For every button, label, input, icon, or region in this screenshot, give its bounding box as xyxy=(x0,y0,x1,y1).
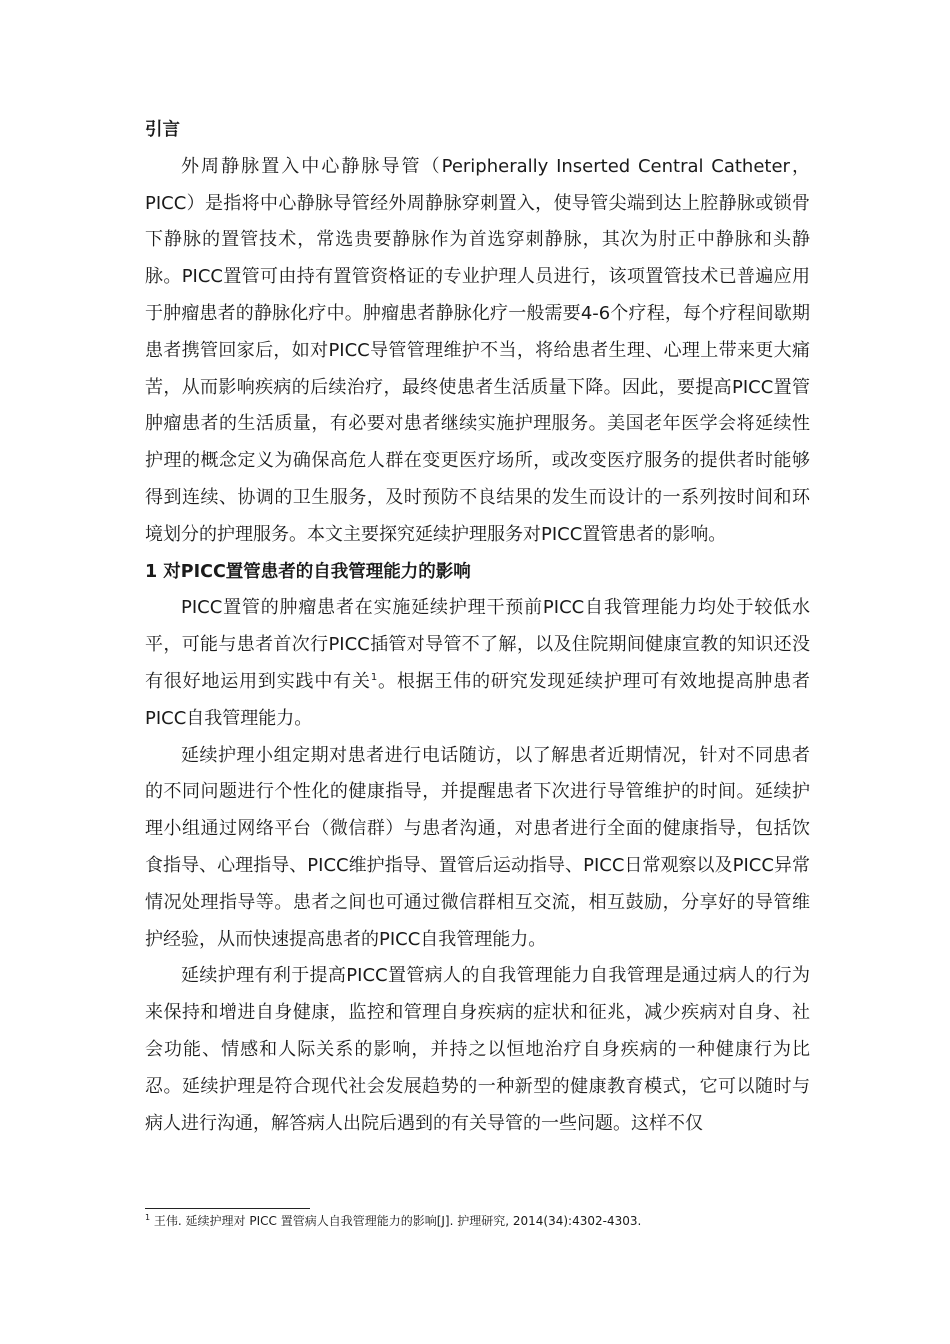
footnote-reference[interactable]: 1 xyxy=(370,671,378,683)
document-body xyxy=(145,112,810,1142)
section1-paragraph-3: 延续护理有利于提高PICC置管病人的自我管理能力自我管理是通过病人的行为来保持和增进自身健康，监控和管理自身疾病的症状和征兆，减少疾病对自身、社会功能、情感和人际关系的影响，并持之以恒地治疗自身疾病的一种健康行为比忍。延续护理是符合现代社会发展趋势的一种新型的健康教育模式，它可以随时与病人进行沟通，解答病人出院后遇到的有关导管的一些问题。这样不仅 xyxy=(145,965,810,1134)
footnote-text: 王伟. 延续护理对 PICC 置管病人自我管理能力的影响[J]. 护理研究, 2014(34):4302-4303. xyxy=(153,1214,642,1228)
section1-paragraph-1-tail: 。根据王伟的研究发现延续护理可有效地提高肿患者PICC自我管理能力。 xyxy=(145,670,811,729)
intro-paragraph: 外周静脉置入中心静脉导管（Peripherally Inserted Central Catheter，PICC）是指将中心静脉导管经外周静脉穿刺置入，使导管尖端到达上腔静脉或锁骨下静脉的置管技术，常选贵要静脉作为首选穿刺静脉，其次为肘正中静脉和头静脉。PICC置管可由持有置管资格证的专业护理人员进行，该项置管技术已普遍应用于肿瘤患者的静脉化疗中。肿瘤患者静脉化疗一般需要4-6个疗程，每个疗程间歇期患者携管回家后，如对PICC导管管理维护不当，将给患者生理、心理上带来更大痛苦，从而影响疾病的后续治疗，最终使患者生活质量下降。因此，要提高PICC置管肿瘤患者的生活质量，有必要对患者继续实施护理服务。美国老年医学会将延续性护理的概念定义为确保高危人群在变更医疗场所，或改变医疗服务的提供者时能够得到连续、协调的卫生服务，及时预防不良结果的发生而设计的一系列按时间和环境划分的护理服务。本文主要探究延续护理服务对PICC置管患者的影响。 xyxy=(145,155,810,545)
section1-paragraph-2: 延续护理小组定期对患者进行电话随访，以了解患者近期情况，针对不同患者的不同问题进行个性化的健康指导，并提醒患者下次进行导管维护的时间。延续护理小组通过网络平台（微信群）与患者沟通，对患者进行全面的健康指导，包括饮食指导、心理指导、PICC维护指导、置管后运动指导、PICC日常观察以及PICC异常情况处理指导等。患者之间也可通过微信群相互交流，相互鼓励，分享好的导管维护经验，从而快速提高患者的PICC自我管理能力。 xyxy=(145,744,810,950)
section1-heading: 1 对PICC置管患者的自我管理能力的影响 xyxy=(145,561,471,582)
footnote-marker: 1 xyxy=(145,1213,151,1222)
footnote xyxy=(145,1213,825,1229)
section1-paragraph-1 xyxy=(145,590,810,737)
section1-paragraph-1-text: PICC置管的肿瘤患者在实施延续护理干预前PICC自我管理能力均处于较低水平，可能与患者首次行PICC插管对导管不了解，以及住院期间健康宣教的知识还没有很好地运用到实践中有关 xyxy=(145,597,810,692)
footnote-divider xyxy=(145,1208,310,1209)
intro-heading: 引言 xyxy=(145,120,180,140)
